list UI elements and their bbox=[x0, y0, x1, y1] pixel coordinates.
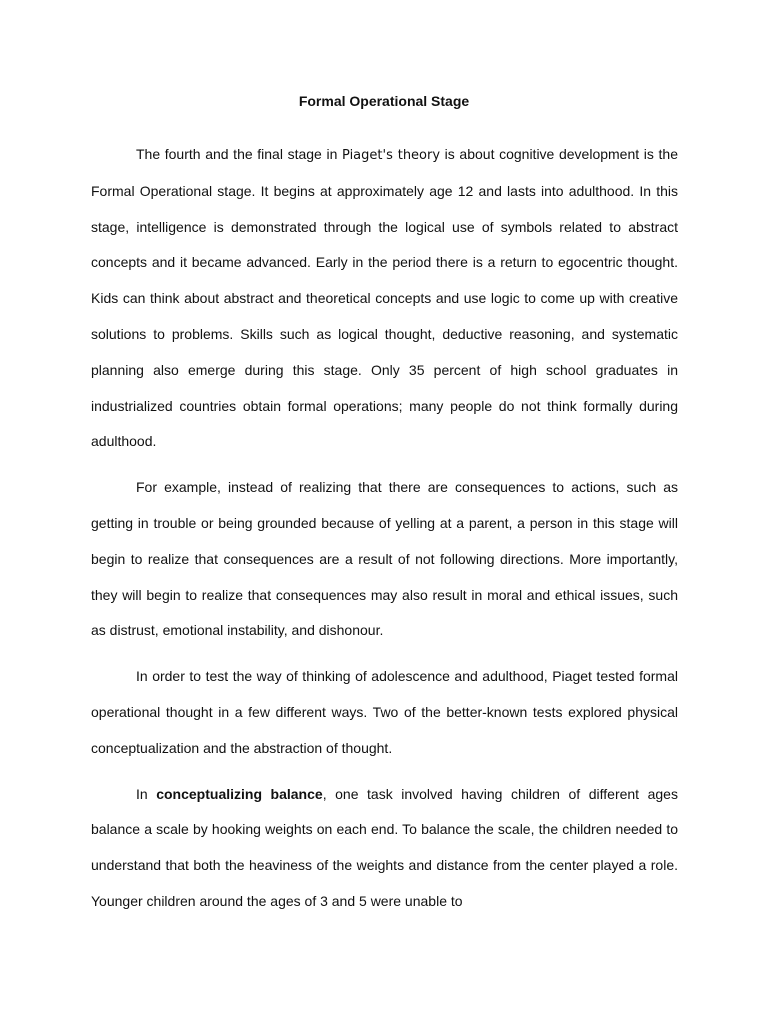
document-title: Formal Operational Stage bbox=[298, 93, 470, 109]
document-body bbox=[91, 137, 678, 928]
paragraph-4 bbox=[91, 777, 678, 920]
paragraph-1 bbox=[91, 137, 678, 460]
paragraph-1-start: The fourth and the final stage in bbox=[136, 146, 343, 162]
paragraph-4-rest: , one task involved having children of different ages balance a scale by hooking weights on each end. To balance the scale, the children needed to understand that both the heaviness of the weights and distance from the center played a role. Younger children around the ages of 3 and 5 were unable to bbox=[91, 785, 678, 909]
paragraph-1-rest: is about cognitive development is the Formal Operational stage. It begins at approximately age 12 and lasts into adulthood. In this stage, intelligence is demonstrated through the logical use of symbols related to abstract concepts and it became advanced. Early in the period there is a return to egocentric thought. Kids can think about abstract and theoretical concepts and use logic to come up with creative solutions to problems. Skills such as logical thought, deductive reasoning, and systematic planning also emerge during this stage. Only 35 percent of high school graduates in industrialized countries obtain formal operations; many people do not think formally during adulthood. bbox=[91, 146, 678, 450]
paragraph-2: For example, instead of realizing that there are consequences to actions, such as getting in trouble or being grounded because of yelling at a parent, a person in this stage will begin to realize that consequences are a result of not following directions. More importantly, they will begin to realize that consequences may also result in moral and ethical issues, such as distrust, emotional instability, and dishonour. bbox=[91, 479, 678, 639]
paragraph-4-start: In bbox=[136, 785, 157, 802]
conceptualizing-balance-term: conceptualizing balance bbox=[156, 785, 323, 802]
piaget-theory-term: Piaget's theory bbox=[342, 148, 441, 163]
paragraph-3: In order to test the way of thinking of adolescence and adulthood, Piaget tested formal operational thought in a few different ways. Two of the better-known tests explored physical conceptualization and the abstraction of thought. bbox=[91, 668, 678, 756]
